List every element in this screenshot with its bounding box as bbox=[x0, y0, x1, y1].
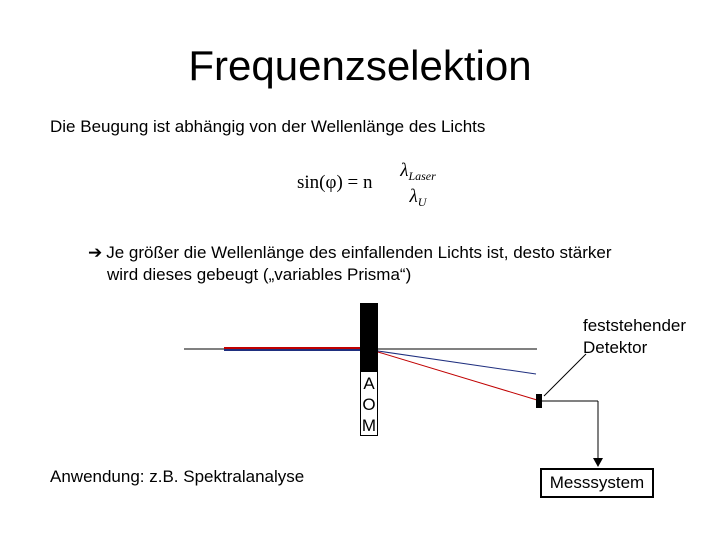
right-arrow-icon: ➔ bbox=[88, 243, 103, 262]
aom-letter-o: O bbox=[362, 395, 376, 414]
outgoing-beam-red bbox=[378, 352, 537, 400]
messsystem-box: Messsystem bbox=[540, 468, 654, 498]
formula-lhs: sin(φ) = n bbox=[297, 172, 373, 193]
intro-text: Die Beugung ist abhängig von der Wellenlänge des Lichts bbox=[50, 117, 486, 136]
slide-title: Frequenzselektion bbox=[188, 42, 532, 89]
application-text: Anwendung: z.B. Spektralanalyse bbox=[50, 467, 305, 486]
aom-letter-a: A bbox=[363, 374, 375, 393]
detector-label bbox=[583, 315, 686, 359]
arrow-down-icon bbox=[593, 458, 603, 467]
denominator-subscript: U bbox=[417, 195, 427, 209]
aom-letter-m: M bbox=[361, 416, 377, 435]
detector bbox=[536, 394, 542, 408]
detector-label-line-1: feststehender bbox=[583, 316, 687, 335]
detector-pointer-line bbox=[544, 354, 586, 396]
outgoing-beam-blue bbox=[378, 351, 536, 374]
conclusion-line-2: wird dieses gebeugt („variables Prisma“) bbox=[107, 265, 412, 284]
denominator-symbol: λ bbox=[409, 186, 418, 207]
numerator-symbol: λ bbox=[400, 160, 409, 181]
numerator-subscript: Laser bbox=[408, 169, 436, 183]
detector-label-line-2: Detektor bbox=[583, 338, 648, 357]
conclusion-line-1: ➔ Je größer die Wellenlänge des einfallenden Lichts ist, desto stärker bbox=[88, 243, 612, 262]
